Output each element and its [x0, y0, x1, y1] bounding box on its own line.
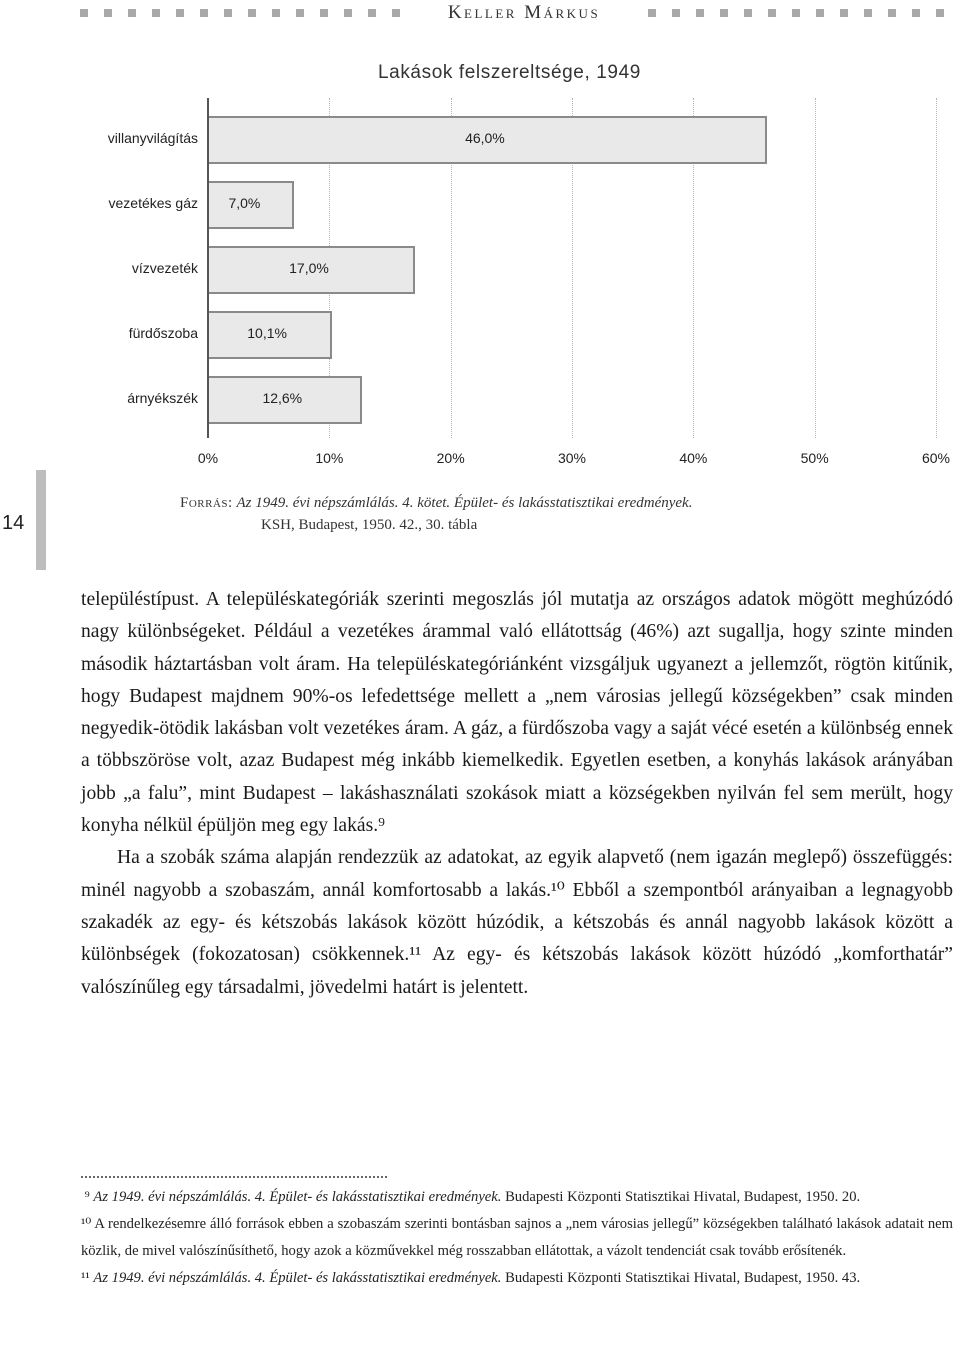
x-tick-label: 10%	[315, 450, 344, 466]
footnote-10-mark: ¹⁰	[81, 1216, 92, 1232]
footnote-9-mark: ⁹	[84, 1189, 90, 1205]
x-tick-label: 20%	[436, 450, 465, 466]
category-label: vezetékes gáz	[108, 195, 198, 211]
footnote-10-text: A rendelkezésemre álló források ebben a szobaszám szerinti bontásban sajnos a „nem városias jellegű” községekben található lakások adatait nem közlik, de mivel valószínűsíthető, hogy azok a közművekkel még rosszabban ellátottak, a vázolt tendenciát csak tovább erősítenék.	[81, 1216, 954, 1259]
footnote-10	[81, 1211, 953, 1265]
source-label: Forrás:	[180, 495, 233, 511]
footnote-9-title: Az 1949. évi népszámlálás. 4. Épület- és lakásstatisztikai eredmények.	[93, 1189, 502, 1205]
bar-chart	[0, 0, 960, 480]
gridline	[815, 98, 816, 438]
chart-source	[180, 492, 692, 536]
x-tick-label: 60%	[921, 450, 951, 466]
source-line2: KSH, Budapest, 1950. 42., 30. tábla	[261, 517, 478, 533]
bar-value-label: 7,0%	[228, 195, 261, 211]
gridline	[936, 98, 937, 438]
footnote-9-rest: Budapesti Központi Statisztikai Hivatal, Budapest, 1950. 20.	[505, 1189, 861, 1205]
author-name: Keller Márkus	[410, 0, 638, 26]
x-tick-label: 30%	[557, 450, 587, 466]
paragraph-1: településtípust. A településkategóriák szerinti megoszlás jól mutatja az országos adatok mögött meghúzódó nagy különbségeket. Például a vezetékes árammal való ellátottság (46%) azt sugallja, hogy szinte minden második háztartásban volt áram. Ha településkategóriánként vizsgáljuk ugyanezt a jellemzőt, rögtön kitűnik, hogy Budapest majdnem 90%-os lefedettsége mellett a „nem városias jellegű községekben” csak minden negyedik-ötödik lakásban volt vezetékes áram. A gáz, a fürdőszoba vagy a saját vécé esetén a különbség ennek a többszöröse volt, azaz Budapest még inkább kiemelkedik. Egyetlen esetben, a konyhás lakások arányában jobb „a falu”, mint Budapest – lakáshasználati szokások miatt a községekben nyilván fel sem merült, hogy konyha nélkül épüljön meg egy lakás.⁹	[81, 589, 953, 837]
category-label: vízvezeték	[131, 260, 198, 276]
category-label: fürdőszoba	[128, 325, 198, 341]
footnotes	[81, 1184, 953, 1292]
x-tick-label: 0%	[197, 450, 219, 466]
footnote-9	[81, 1184, 953, 1211]
footnote-11-mark: ¹¹	[81, 1270, 90, 1286]
footnote-11	[81, 1265, 953, 1292]
chart-title: Lakások felszereltsége, 1949	[378, 62, 641, 83]
body-text	[81, 584, 953, 1004]
bar-value-label: 17,0%	[289, 260, 329, 276]
category-label: árnyékszék	[127, 390, 198, 406]
bar-value-label: 10,1%	[247, 325, 287, 341]
footnote-separator	[81, 1176, 387, 1178]
x-tick-label: 40%	[679, 450, 708, 466]
page-number: 14	[2, 512, 25, 534]
x-tick-label: 50%	[800, 450, 829, 466]
source-line1: Az 1949. évi népszámlálás. 4. kötet. Épület- és lakásstatisztikai eredmények.	[236, 495, 693, 511]
category-label: villanyvilágítás	[107, 130, 198, 146]
footnote-11-rest: Budapesti Központi Statisztikai Hivatal, Budapest, 1950. 43.	[505, 1270, 861, 1286]
bar-value-label: 12,6%	[262, 390, 303, 406]
footnote-11-title: Az 1949. évi népszámlálás. 4. Épület- és lakásstatisztikai eredmények.	[93, 1270, 502, 1286]
paragraph-2: Ha a szobák száma alapján rendezzük az adatokat, az egyik alapvető (nem igazán meglepő) összefüggés: minél nagyobb a szobaszám, annál komfortosabb a lakás.¹⁰ Ebből a szempontból arányaiban a legnagyobb szakadék az egy- és kétszobás lakások között húzódik, a kétszobás és annál nagyobb lakások között a különbségek (fokozatosan) csökkennek.¹¹ Az egy- és kétszobás lakások között húzódó „komforthatár” valószínűleg egy társadalmi, jövedelmi határt is jelentett.	[81, 847, 953, 998]
bar-value-label: 46,0%	[465, 130, 505, 146]
page-marker-bar	[36, 470, 46, 570]
